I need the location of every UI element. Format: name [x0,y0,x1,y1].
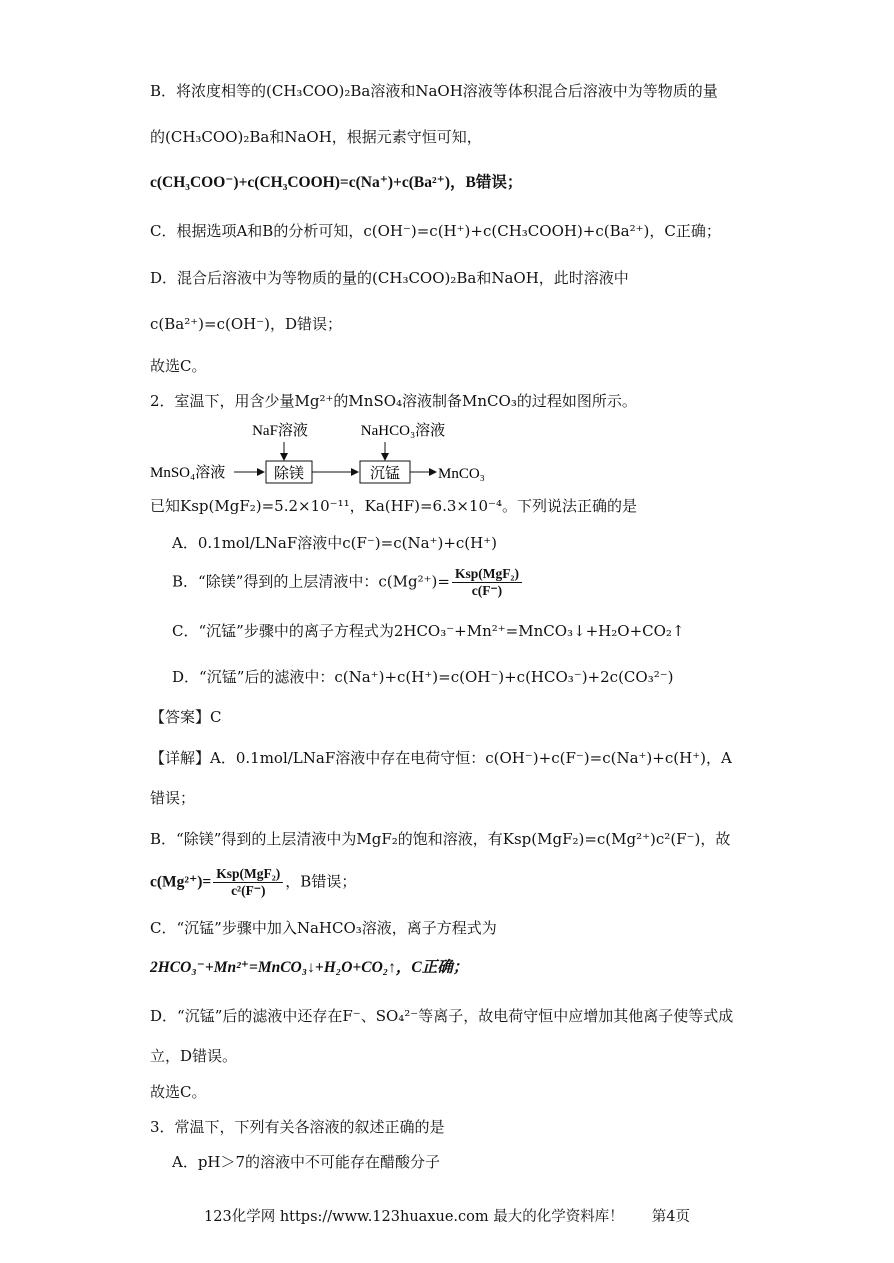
option-c-analysis: C．根据选项A和B的分析可知，c(OH⁻)=c(H⁺)+c(CH₃COOH)+c(Ba²⁺)，C正确； [150,222,721,240]
detail-b-line2 [150,866,356,899]
reagent-nahco3-label: NaHCO₃溶液 [360,423,446,439]
detail-a-line1: 【详解】A．0.1mol/LNaF溶液中存在电荷守恒：c(OH⁻)+c(F⁻)=c(Na⁺)+c(H⁺)，A [150,749,732,767]
choose-c-1: 故选C。 [150,357,207,375]
question-2-option-b [172,566,524,599]
reagent-naf-label: NaF溶液 [252,423,308,439]
option-b-fraction [452,566,522,599]
detail-b-numerator: Ksp(MgF₂) [213,866,283,883]
option-b-analysis-line3: c(CH₃COO⁻)+c(CH₃COOH)=c(Na⁺)+c(Ba²⁺)，B错误； [150,174,523,191]
question-2-stem: 2．室温下，用含少量Mg²⁺的MnSO₄溶液制备MnCO₃的过程如图所示。 [150,392,637,410]
option-b-numerator: Ksp(MgF₂) [452,566,522,583]
question-2-option-a: A．0.1mol/LNaF溶液中c(F⁻)=c(Na⁺)+c(H⁺) [172,534,497,552]
detail-c-line1: C．“沉锰”步骤中加入NaHCO₃溶液，离子方程式为 [150,919,497,937]
step-demagnesium-label: 除镁 [273,466,305,482]
answer-line: 【答案】C [150,708,222,726]
option-d-analysis-line2: c(Ba²⁺)=c(OH⁻)，D错误； [150,315,342,333]
product-label: MnCO₃ [438,466,485,482]
detail-b-suffix: ，B错误； [285,872,357,891]
detail-b-prefix: c(Mg²⁺)= [150,873,212,891]
option-b-analysis-line1: B．将浓度相等的(CH₃COO)₂Ba溶液和NaOH溶液等体积混合后溶液中为等物质的量 [150,82,718,100]
option-b-analysis-line2: 的(CH₃COO)₂Ba和NaOH，根据元素守恒可知， [150,128,482,146]
detail-c-line2: 2HCO₃⁻+Mn²⁺=MnCO₃↓+H₂O+CO₂↑，C正确； [150,959,469,976]
option-d-analysis-line1: D．混合后溶液中为等物质的量的(CH₃COO)₂Ba和NaOH，此时溶液中 [150,269,629,287]
step-manganese-label: 沉锰 [369,466,401,482]
detail-d-line2: 立，D错误。 [150,1047,238,1065]
detail-a-line2: 错误； [150,789,196,807]
choose-c-2: 故选C。 [150,1083,207,1101]
detail-b-fraction [213,866,283,899]
detail-b-line1: B．“除镁”得到的上层清液中为MgF₂的饱和溶液，有Ksp(MgF₂)=c(Mg²⁺)c²(F⁻)，故 [150,830,731,848]
page-footer [0,1205,894,1226]
question-2-given: 已知Ksp(MgF₂)=5.2×10⁻¹¹，Ka(HF)=6.3×10⁻⁴。下列说法正确的是 [150,497,637,515]
detail-b-denominator: c²(F⁻) [231,883,266,898]
footer-page-number: 第4页 [651,1209,690,1225]
start-solution-label: MnSO₄溶液 [150,465,226,481]
option-b-prefix: B．“除镁”得到的上层清液中：c(Mg²⁺)= [172,572,450,591]
option-b-denominator: c(F⁻) [471,583,503,598]
question-3-stem: 3．常温下，下列有关各溶液的叙述正确的是 [150,1118,445,1136]
detail-d-line1: D．“沉锰”后的滤液中还存在F⁻、SO₄²⁻等离子，故电荷守恒中应增加其他离子使等式成 [150,1007,734,1025]
process-flow-diagram [148,418,508,490]
question-2-option-c: C．“沉锰”步骤中的离子方程式为2HCO₃⁻+Mn²⁺=MnCO₃↓+H₂O+CO₂↑ [172,622,685,640]
question-2-option-d: D．“沉锰”后的滤液中：c(Na⁺)+c(H⁺)=c(OH⁻)+c(HCO₃⁻)+2c(CO₃²⁻) [172,668,674,686]
question-3-option-a: A．pH＞7的溶液中不可能存在醋酸分子 [172,1153,441,1171]
footer-site: 123化学网 https://www.123huaxue.com 最大的化学资料库！ [204,1209,624,1225]
